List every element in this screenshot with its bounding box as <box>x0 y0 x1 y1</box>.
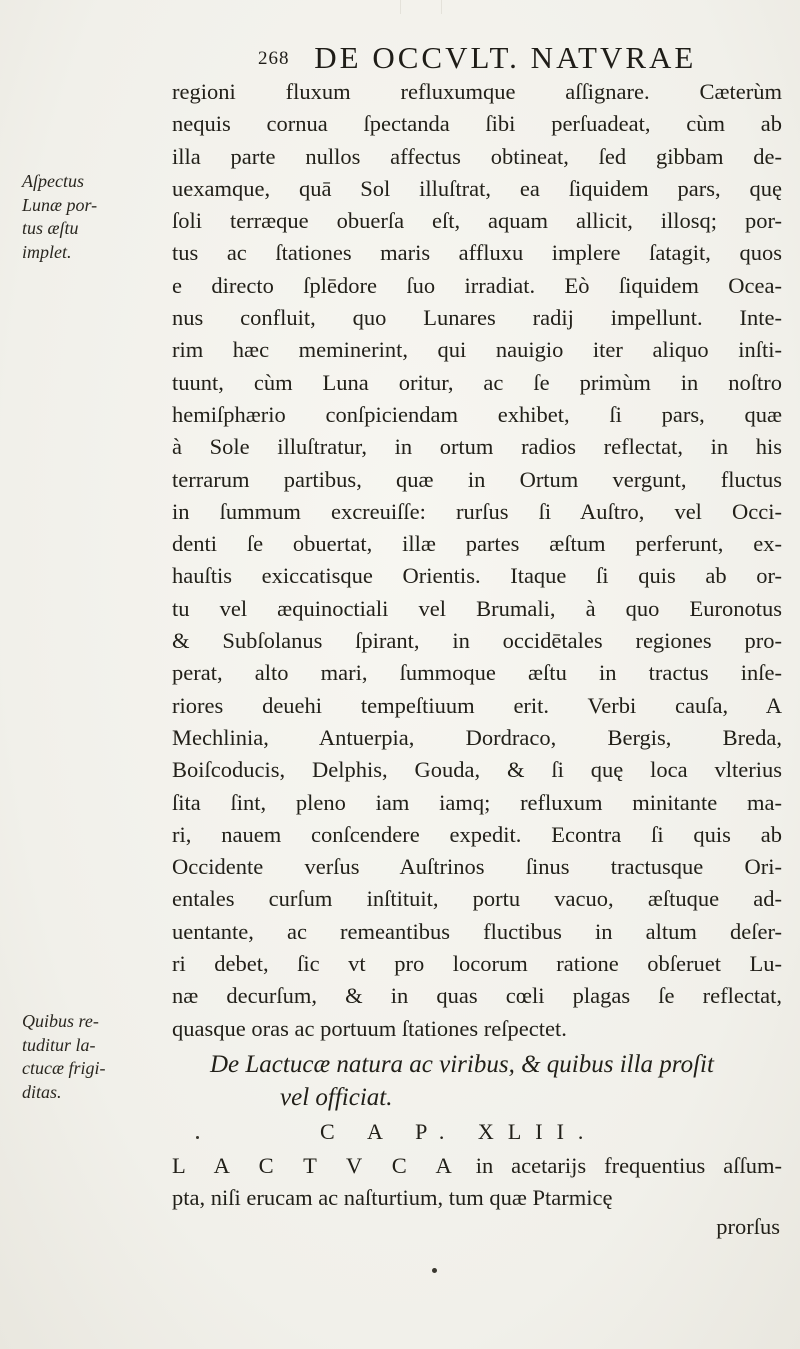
chapter-number: C A P. XLII. <box>320 1119 598 1144</box>
text-line: næ decurſum, & in quas cœli plagas ſe reflectat, <box>172 983 782 1009</box>
opening-word: L A C T V C A <box>172 1153 458 1178</box>
margin-note-line: Aſpectus <box>22 171 84 191</box>
text-fragment: in acetarijs frequentius aſſum- <box>475 1153 782 1178</box>
body-paragraph <box>172 76 782 1045</box>
text-line: ſoli terræque obuerſa eſt, aquam allicit, illosq; por- <box>172 208 782 234</box>
text-line: hauſtis exiccatisque Orientis. Itaque ſi quis ab or- <box>172 563 782 589</box>
margin-note-aspectus <box>22 170 172 264</box>
text-line: hemiſphærio conſpiciendam exhibet, ſi pars, quæ <box>172 401 782 427</box>
text-line: tu vel æquinoctiali vel Brumali, à quo Euronotus <box>172 595 782 621</box>
margin-note-quibus <box>22 1010 172 1104</box>
text-line: ri debet, ſic vt pro locorum ratione obſeruet Lu- <box>172 951 782 977</box>
text-line: & Subſolanus ſpirant, in occidētales regiones pro- <box>172 628 782 654</box>
text-line: e directo ſplēdore ſuo irradiat. Eò ſiquidem Ocea- <box>172 272 782 298</box>
text-line: uentante, ac remeantibus fluctibus in altum deſer- <box>172 918 782 944</box>
text-line: uexamque, quā Sol illuſtrat, ea ſiquidem pars, quę <box>172 175 782 201</box>
running-header <box>258 40 778 76</box>
text-line: entales curſum inſtituit, portu vacuo, æſtuque ad- <box>172 886 782 912</box>
text-line: perat, alto mari, ſummoque æſtu in tractus inſe- <box>172 660 782 686</box>
text-line: tus ac ſtationes maris affluxu implere ſatagit, quos <box>172 240 782 266</box>
text-line: regioni fluxum refluxumque aſſignare. Cæterùm <box>172 79 782 104</box>
text-line: illa parte nullos affectus obtineat, ſed gibbam de- <box>172 143 782 169</box>
text-line: nequis cornua ſpectanda ſibi perſuadeat, cùm ab <box>172 111 782 137</box>
chapter-heading <box>172 1048 782 1150</box>
text-line: terrarum partibus, quæ in Ortum vergunt, fluctus <box>172 466 782 492</box>
text-line: Occidente verſus Auſtrinos ſinus tractusque Ori- <box>172 854 782 880</box>
text-line: à Sole illuſtratur, in ortum radios reflectat, in his <box>172 434 782 460</box>
text-line: Mechlinia, Antuerpia, Dordraco, Bergis, Breda, <box>172 724 782 750</box>
ink-speck <box>196 1136 199 1139</box>
catchword: prorſus <box>716 1214 780 1239</box>
margin-note-line: ditas. <box>22 1081 62 1102</box>
text-line: quasque oras ac portuum ſtationes reſpectet. <box>172 1015 567 1041</box>
text-line: ri, nauem conſcendere expedit. Econtra ſi quis ab <box>172 821 782 847</box>
text-line: Boiſcoducis, Delphis, Gouda, & ſi quę loca vlterius <box>172 757 782 783</box>
running-title: DE OCCVLT. NATVRAE <box>314 40 697 75</box>
page-fold-mark <box>400 0 442 14</box>
margin-note-line: implet. <box>22 241 72 262</box>
text-line <box>172 1150 782 1182</box>
text-line: nus confluit, quo Lunares radij impellunt. Inte- <box>172 305 782 331</box>
chapter-title-line: De Lactucæ natura ac viribus, & quibus illa proſit <box>210 1051 714 1078</box>
margin-note-line: tuditur la- <box>22 1034 96 1055</box>
chapter-title-line: vel officiat. <box>280 1084 393 1111</box>
page-number: 268 <box>258 48 290 69</box>
margin-note-line: Quibus re- <box>22 1011 99 1031</box>
text-line: tuunt, cùm Luna oritur, ac ſe primùm in noſtro <box>172 369 782 395</box>
text-line: denti ſe obuertat, illæ partes æſtum perferunt, ex- <box>172 531 782 557</box>
margin-note-line: tus æſtu <box>22 218 79 238</box>
text-line: in ſummum excreuiſſe: rurſus ſi Auſtro, vel Occi- <box>172 498 782 524</box>
text-line: riores deuehi tempeſtiuum erit. Verbi cauſa, A <box>172 692 782 718</box>
margin-note-line: ctucæ frigi- <box>22 1058 106 1078</box>
text-line: pta, niſi erucam ac naſturtium, tum quæ Ptarmicę <box>172 1185 613 1211</box>
text-line: rim hæc meminerint, qui nauigio iter aliquo inſti- <box>172 337 782 363</box>
ink-speck <box>432 1268 437 1273</box>
chapter-opening-paragraph <box>172 1150 782 1215</box>
margin-note-line: Lunæ por- <box>22 194 98 215</box>
text-line: ſita ſint, pleno iam iamq; refluxum minitante ma- <box>172 789 782 815</box>
